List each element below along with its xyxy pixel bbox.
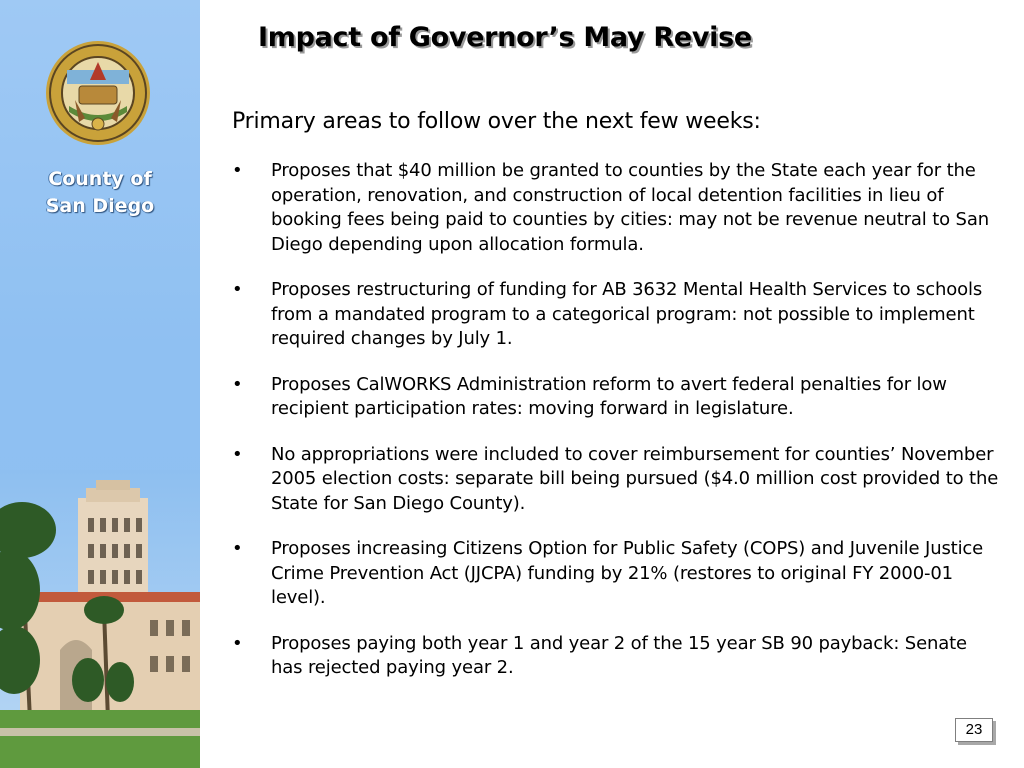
county-seal-logo [45,40,151,146]
bullet-icon: • [232,538,243,559]
bullet-text: Proposes increasing Citizens Option for Public Safety (COPS) and Juvenile Justice Crime Prevention Act (JJCPA) funding by 21% (restores to original FY 2000-01 level). [271,538,984,608]
bullet-text: No appropriations were included to cover reimbursement for counties’ November 2005 election costs: separate bill being pursued ($4.0 million cost provided to the State for San Diego County). [271,443,999,514]
list-item [230,632,1000,681]
bullet-icon: • [232,632,243,654]
bullet-text: Proposes CalWORKS Administration reform to avert federal penalties for low recipient participation rates: moving forward in legislature. [271,373,947,419]
list-item [230,443,1000,517]
county-name [0,166,200,220]
bullet-text: Proposes paying both year 1 and year 2 of the 15 year SB 90 payback: Senate has rejected paying year 2. [271,632,967,678]
bullet-text: Proposes restructuring of funding for AB 3632 Mental Health Services to schools from a mandated program to a categorical program: not possible to implement required changes by July 1. [271,279,983,349]
bullet-icon: • [232,373,243,395]
page-number: 23 [955,718,993,742]
bullet-icon: • [232,279,243,300]
bullet-icon: • [232,160,243,181]
list-item [230,537,1000,611]
bullet-list [230,159,1000,702]
bullet-icon: • [232,443,243,465]
county-building-photo [0,470,200,768]
slide-title: Impact of Governor’s May Revise [258,22,752,53]
county-line-2: San Diego [45,195,155,217]
list-item [230,278,1000,352]
sidebar [0,0,200,768]
county-line-1: County of [48,168,152,190]
list-item [230,373,1000,422]
bullet-text: Proposes that $40 million be granted to counties by the State each year for the operation, renovation, and construction of local detention facilities in lieu of booking fees being paid to counties by cities: may not be revenue neutral to San Diego depending upon allocation formula. [271,160,989,255]
intro-text: Primary areas to follow over the next few weeks: [232,109,761,134]
list-item [230,159,1000,257]
